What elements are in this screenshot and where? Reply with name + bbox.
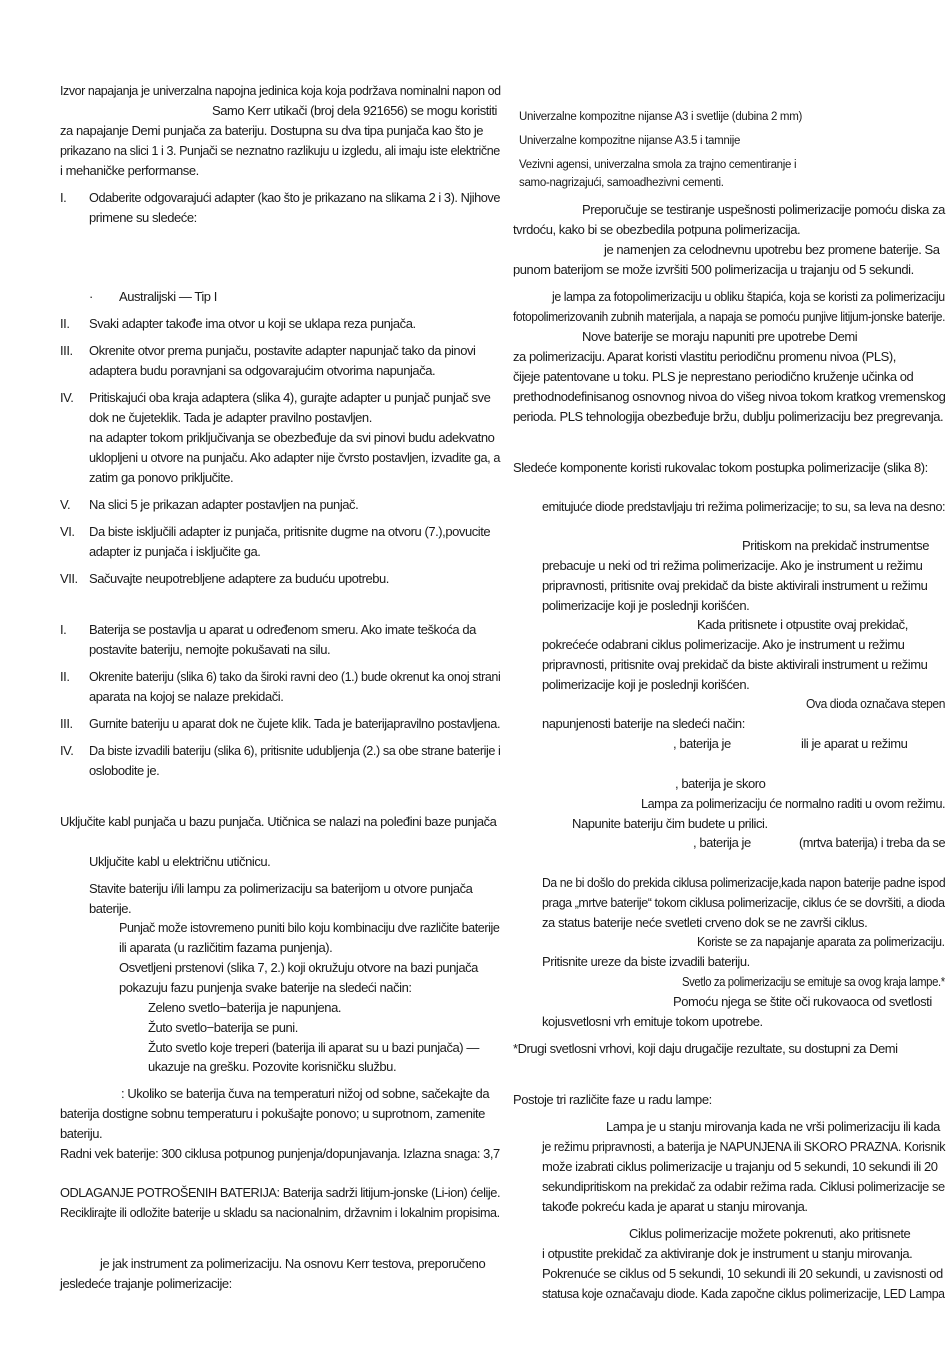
component-line: napunjenosti baterije na sledeći način: — [542, 716, 745, 731]
phases-intro: Postoje tri različite faze u radu lampe: — [513, 1092, 712, 1107]
component-line: , baterija je skoro — [675, 776, 766, 791]
charging-line: ukazuje na grešku. Pozovite korisničku službu. — [148, 1059, 397, 1074]
charging-line: Žuto svetlo koje treperi (baterija ili aparat su u bazi punjača) — — [148, 1040, 479, 1055]
component-line: Pritisnite ureze da biste izvadili bateriju. — [542, 954, 750, 969]
table-row: Univerzalne kompozitne nijanse A3.5 i tamnije — [519, 135, 741, 147]
list-item-text: na adapter tokom priključivanja se obezbeđuje da svi pinovi budu adekvatno — [89, 430, 495, 445]
list-item-text: aparata na kojoj se nalaze prekidači. — [89, 689, 284, 704]
list-item-text: Pritiskajući oba kraja adaptera (slika 4), gurajte adapter u punjač punjač sve — [89, 390, 491, 405]
component-line: , baterija je — [693, 835, 751, 850]
phase-line: sekundipritiskom na prekidač za odabir režima rada. Ciklusi polimerizacije se — [542, 1179, 945, 1194]
list-item-text: Baterija se postavlja u aparat u određenom smeru. Ako imate teškoća da — [89, 622, 476, 637]
charging-line: Radni vek baterije: 300 ciklusa potpunog punjenja/dopunjavanja. Izlazna snaga: 3,7 — [60, 1146, 500, 1161]
intro-line: i mehaničke performanse. — [60, 163, 199, 178]
para-line: Nove baterije se moraju napuniti pre upotrebe Demi — [582, 329, 858, 344]
disposal-line: ODLAGANJE POTROŠENIH BATERIJA: Baterija sadrži litijum-jonske (Li-ion) ćelije. — [60, 1185, 501, 1200]
list-item-text: Okrenite bateriju (slika 6) tako da široki ravni deo (1.) bude okrenut ka onoj strani — [89, 669, 501, 684]
charging-line: : Ukoliko se baterija čuva na temperaturi nižoj od sobne, sačekajte da — [121, 1086, 490, 1101]
list-item-text: Okrenite otvor prema punjaču, postavite adapter napunjač tako da pinovi — [89, 343, 476, 358]
bullet-icon: · — [89, 289, 93, 304]
list-item-text: Na slici 5 je prikazan adapter postavljen na punjač. — [89, 497, 359, 512]
list-number: VI. — [60, 524, 75, 539]
list-item-text: Gurnite bateriju u aparat dok ne čujete klik. Tada je baterijapravilno postavljena. — [89, 716, 501, 731]
list-number: I. — [60, 622, 67, 637]
component-line: kojusvetlosni vrh emituje tokom upotrebe. — [542, 1014, 763, 1029]
phase-line: Lampa je u stanju mirovanja kada ne vrši polimerizaciju ili kada — [606, 1119, 940, 1134]
component-line: praga „mrtve baterije“ tokom ciklusa polimerizacije, ciklus će se dovršiti, a dioda — [542, 895, 945, 910]
phase-line: takođe pokreću kada je aparat u stanju mirovanja. — [542, 1199, 808, 1214]
charging-line: baterija dostigne sobnu temperaturu i pokušajte ponovo; u suprotnom, zamenite — [60, 1106, 485, 1121]
component-line: Svetlo za polimerizaciju se emituje sa ovog kraja lampe.* — [682, 974, 945, 989]
list-item-text: primene su sledeće: — [89, 210, 197, 225]
component-line: , baterija je — [673, 736, 731, 751]
list-item-text: Da biste isključili adapter iz punjača, pritisnite dugme na otvoru (7.),povucite — [89, 524, 491, 539]
list-number: IV. — [60, 390, 74, 405]
component-line: ili je aparat u režimu — [801, 736, 908, 751]
list-number: VII. — [60, 571, 78, 586]
list-item-text: adaptera budu poravnjani sa odgovarajućim otvorima napunjača. — [89, 363, 436, 378]
charging-line: Žuto svetlo−baterija se puni. — [148, 1020, 298, 1035]
list-number: III. — [60, 716, 73, 731]
component-line: Pomoću njega se štite oči rukovaoca od svetlosti — [673, 994, 932, 1009]
components-intro: Sledeće komponente koristi rukovalac tokom postupka polimerizacije (slika 8): — [513, 460, 928, 475]
charging-line: bateriju. — [60, 1126, 103, 1141]
charging-line: Uključite kabl punjača u bazu punjača. Utičnica se nalazi na poleđini baze punjača — [60, 814, 497, 829]
para-line: tvrdoću, kako bi se obezbedila potpuna polimerizacija. — [513, 222, 801, 237]
para-line: je lampa za fotopolimerizaciju u obliku štapića, koja se koristi za polimerizaciju — [552, 289, 945, 304]
component-line: polimerizacije koji je poslednji korišćen. — [542, 677, 750, 692]
charging-line: baterije. — [89, 901, 132, 916]
table-row: Vezivni agensi, univerzalna smola za trajno cementiranje i — [519, 159, 797, 171]
para-line: prethodnodefinisanog osnovnog nivoa do višeg nivoa tokom kratkog vremenskog — [513, 389, 946, 404]
footnote: *Drugi svetlosni vrhovi, koji daju drugačije rezultate, su dostupni za Demi — [513, 1041, 898, 1056]
phase-line: može izabrati ciklus polimerizacije u trajanju od 5 sekundi, 10 sekundi ili 20 — [542, 1159, 938, 1174]
para-line: Preporučuje se testiranje uspešnosti polimerizacije pomoću diska za — [582, 202, 945, 217]
para-line: punom baterijom se može izvršiti 500 polimerizacija u trajanju od 5 sekundi. — [513, 262, 914, 277]
component-line: Pritiskom na prekidač instrumentse — [742, 538, 929, 553]
component-line: pripravnosti, pritisnite ovaj prekidač da biste aktivirali instrument u režimu — [542, 657, 928, 672]
charging-line: Stavite bateriju i/ili lampu za polimerizaciju sa baterijom u otvore punjača — [89, 881, 473, 896]
charging-line: Uključite kabl u električnu utičnicu. — [89, 854, 271, 869]
phase-line: statusa koje označavaju diode. Kada započne ciklus polimerizacije, LED Lampa — [542, 1286, 945, 1301]
list-item-text: Odaberite odgovarajući adapter (kao što je prikazano na slikama 2 i 3). Njihove — [89, 190, 501, 205]
intro-line: Samo Kerr utikači (broj dela 921656) se mogu koristiti — [212, 103, 497, 118]
charging-line: Osvetljeni prstenovi (slika 7, 2.) koji okružuju otvore na bazi punjača — [119, 960, 478, 975]
phase-line: je režimu pripravnosti, a baterija je NAPUNJENA ili SKORO PRAZNA. Korisnik — [542, 1139, 946, 1154]
charging-line: Punjač može istovremeno puniti bilo koju kombinaciju dve različite baterije — [119, 920, 500, 935]
charging-line: pokazuju fazu punjenja svake baterije na sledeći način: — [119, 980, 412, 995]
list-item-text: Sačuvajte neupotrebljene adaptere za buduću upotrebu. — [89, 571, 389, 586]
list-item-text: Svaki adapter takođe ima otvor u koji se uklapa reza punjača. — [89, 316, 416, 331]
component-line: Lampa za polimerizaciju će normalno raditi u ovom režimu. — [641, 796, 946, 811]
component-line: za status baterije neće svetleti crveno dok se ne završi ciklus. — [542, 915, 868, 930]
list-item-text: zatim ga ponovo priključite. — [89, 470, 234, 485]
component-line: Da ne bi došlo do prekida ciklusa polimerizacije,kada napon baterije padne ispod — [542, 875, 946, 890]
para-line: je namenjen za celodnevnu upotrebu bez promene baterije. Sa — [604, 242, 940, 257]
list-item-text: postavite bateriju, nemojte pokušavati na silu. — [89, 642, 331, 657]
phase-line: i otpustite prekidač za aktiviranje dok je instrument u stanju mirovanja. — [542, 1246, 913, 1261]
component-line: Koriste se za napajanje aparata za polimerizaciju. — [697, 934, 945, 949]
table-row: Univerzalne kompozitne nijanse A3 i svetlije (dubina 2 mm) — [519, 111, 803, 123]
intro-line: prikazano na slici 1 i 3. Punjači se neznatno razlikuju u izgledu, ali imaju iste električne — [60, 143, 500, 158]
list-number: III. — [60, 343, 73, 358]
list-item-text: dok ne čujeteklik. Tada je adapter pravilno postavljen. — [89, 410, 372, 425]
list-item-text: uklopljeni u otvore na punjaču. Ako adapter nije čvrsto postavljen, izvadite ga, a — [89, 450, 501, 465]
closing-line: je jak instrument za polimerizaciju. Na osnovu Kerr testova, preporučeno — [100, 1256, 486, 1271]
phase-line: Ciklus polimerizacije možete pokrenuti, ako pritisnete — [629, 1226, 911, 1241]
table-row: samo-nagrizajući, samoadhezivni cementi. — [519, 177, 724, 189]
list-number: II. — [60, 316, 70, 331]
para-line: perioda. PLS tehnologija obezbeđuje bržu, dublju polimerizaciju bez pregrevanja. — [513, 409, 944, 424]
component-line: emitujuće diode predstavljaju tri režima polimerizacije; to su, sa leva na desno: — [542, 499, 946, 514]
phase-line: Pokrenuće se ciklus od 5 sekundi, 10 sekundi ili 20 sekundi, u zavisnosti od — [542, 1266, 943, 1281]
component-line: Ova dioda označava stepen — [806, 696, 945, 711]
list-number: IV. — [60, 743, 74, 758]
component-line: polimerizacije koji je poslednji korišćen. — [542, 598, 750, 613]
list-item-text: adapter iz punjača i isključite ga. — [89, 544, 261, 559]
list-item-text: oslobodite je. — [89, 763, 160, 778]
list-number: II. — [60, 669, 70, 684]
component-line: pripravnosti, pritisnite ovaj prekidač da biste aktivirali instrument u režimu — [542, 578, 928, 593]
para-line: za polimerizaciju. Aparat koristi vlastitu periodičnu promenu nivoa (PLS), — [513, 349, 896, 364]
component-line: Kada pritisnete i otpustite ovaj prekidač, — [697, 617, 908, 632]
list-item-text: Australijski — Tip I — [119, 289, 217, 304]
list-item-text: Da biste izvadili bateriju (slika 6), pritisnite udubljenja (2.) sa obe strane baterije i — [89, 743, 501, 758]
disposal-line: Reciklirajte ili odložite baterije u skladu sa nacionalnim, državnim i lokalnim propisima. — [60, 1205, 500, 1220]
list-number: V. — [60, 497, 71, 512]
list-number: I. — [60, 190, 67, 205]
closing-line: jesledeće trajanje polimerizacije: — [60, 1276, 232, 1291]
component-line: Napunite bateriju čim budete u prilici. — [572, 816, 768, 831]
para-line: čijeje patentovane u toku. PLS je neprestano periodično kruženje učinka od — [513, 369, 914, 384]
component-line: (mrtva baterija) i treba da se — [799, 835, 946, 850]
para-line: fotopolimerizovanih zubnih materijala, a napaja se pomoću punjive litijum-jonske baterije. — [513, 309, 946, 324]
intro-line: Izvor napajanja je univerzalna napojna jedinica koja koja podržava nominalni napon od — [60, 83, 501, 98]
component-line: prebacuje u neki od tri režima polimerizacije. Ako je instrument u režimu — [542, 558, 923, 573]
charging-line: Zeleno svetlo−baterija je napunjena. — [148, 1000, 342, 1015]
intro-line: za napajanje Demi punjača za bateriju. Dostupna su dva tipa punjača kao što je — [60, 123, 484, 138]
charging-line: ili aparata (u različitim fazama punjenja). — [119, 940, 333, 955]
component-line: pokrećeće odabrani ciklus polimerizacije. Ako je instrument u režimu — [542, 637, 905, 652]
